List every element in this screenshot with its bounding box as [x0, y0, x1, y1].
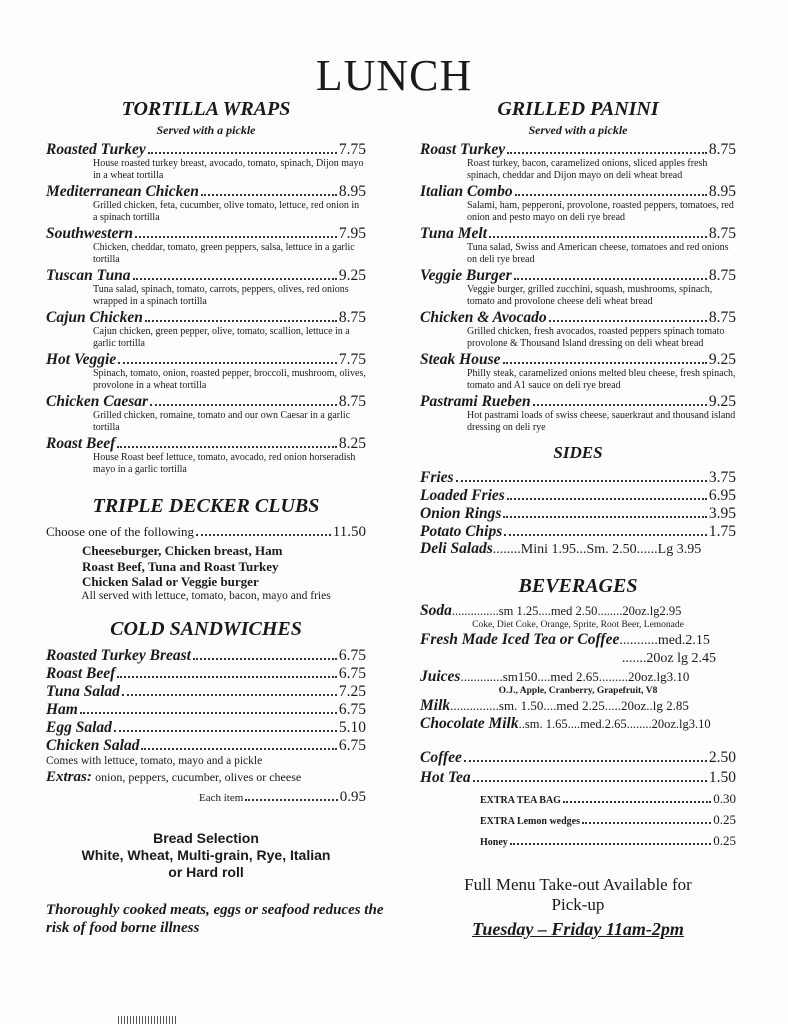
- hot-tea-price: 1.50: [708, 769, 736, 786]
- deli-salads-name: Deli Salads: [420, 540, 493, 557]
- leader-dots: [515, 194, 707, 196]
- leader-dots: [507, 152, 707, 154]
- coffee-name: Coffee: [420, 749, 462, 766]
- menu-item-name: Tuna Salad: [46, 682, 120, 700]
- leader-dots: [150, 404, 337, 406]
- iced-tea-large-row: [420, 650, 736, 668]
- menu-item-description: Veggie burger, grilled zucchini, squash, mushrooms, spinach, tomato and provolone cheese deli wheat bread: [467, 284, 713, 307]
- soda-note: Coke, Diet Coke, Orange, Sprite, Root Beer, Lemonade: [472, 620, 684, 630]
- menu-item-price: 8.25: [338, 435, 366, 452]
- panini-list: [420, 141, 736, 433]
- leader-dots: [201, 194, 337, 196]
- each-item-label: Each item: [199, 791, 244, 804]
- menu-item-price: 7.75: [338, 351, 366, 368]
- menu-item-description: Tuna salad, spinach, tomato, carrots, peppers, olives, red onions wrapped in a spinach tortilla: [93, 284, 349, 307]
- cold-heading: COLD SANDWICHES: [110, 617, 302, 640]
- chocolate-milk-row: [420, 715, 736, 733]
- menu-item: [420, 393, 736, 410]
- menu-item-name: Tuscan Tuna: [46, 267, 131, 284]
- menu-item-price: 8.75: [708, 225, 736, 242]
- menu-item: [46, 737, 366, 754]
- menu-item-price: 9.25: [708, 393, 736, 410]
- tea-extra-price: 0.25: [713, 812, 736, 827]
- juices-row: [420, 668, 736, 686]
- panini-heading: GRILLED PANINI: [497, 98, 659, 120]
- bread-selection: [46, 830, 366, 881]
- leader-dots: [117, 676, 337, 678]
- extras-label: Extras:: [46, 768, 92, 785]
- menu-item-description: Philly steak, caramelized onions melted bleu cheese, fresh spinach, tomato and A1 sauce on deli rye bread: [467, 368, 736, 391]
- menu-item: [420, 183, 736, 200]
- juices-name: Juices: [420, 668, 461, 685]
- beverages-heading: BEVERAGES: [518, 575, 638, 597]
- menu-item: [46, 183, 366, 200]
- menu-item-price: 7.75: [338, 141, 366, 158]
- coffee-row: [420, 749, 736, 766]
- menu-item: [46, 701, 366, 718]
- leader-dots: [549, 320, 707, 322]
- clubs-price: 11.50: [332, 524, 366, 540]
- menu-item-description: Hot pastrami loads of swiss cheese, sauerkraut and thousand island dressing on deli rye: [467, 410, 736, 433]
- each-item-row: [46, 789, 366, 806]
- leader-dots: [510, 843, 711, 845]
- menu-item-name: Italian Combo: [420, 183, 513, 200]
- menu-item-price: 9.25: [338, 267, 366, 284]
- leader-dots: [193, 658, 337, 660]
- leader-dots: [245, 799, 337, 801]
- left-column: [46, 98, 384, 937]
- wraps-heading: TORTILLA WRAPS: [121, 98, 291, 120]
- cold-extras-row: [46, 769, 366, 785]
- menu-item-price: 7.95: [338, 225, 366, 242]
- takeout-notice: [420, 875, 736, 915]
- sides-list: [420, 469, 736, 540]
- menu-item-price: 7.25: [338, 682, 366, 700]
- leader-dots: [563, 801, 711, 803]
- menu-item: [420, 469, 736, 486]
- menu-item-price: 1.75: [708, 523, 736, 540]
- leader-dots: [503, 362, 707, 364]
- hot-tea-row: [420, 769, 736, 786]
- menu-item: [420, 309, 736, 326]
- menu-item-description: Grilled chicken, fresh avocados, roasted peppers spinach tomato provolone & Thousand Island dressing on deli wheat bread: [467, 326, 725, 349]
- menu-item-name: Chicken Salad: [46, 736, 140, 754]
- milk-row: [420, 697, 736, 715]
- leader-dots: [145, 320, 337, 322]
- chocolate-milk-name: Chocolate Milk: [420, 715, 519, 732]
- juices-note: O.J., Apple, Cranberry, Grapefruit, V8: [498, 686, 658, 696]
- clubs-options: [46, 543, 366, 590]
- leader-dots: [80, 712, 337, 714]
- soda-row: [420, 602, 736, 620]
- iced-tea-large-price: .......20oz lg 2.45: [621, 651, 716, 666]
- menu-item-price: 8.95: [708, 183, 736, 200]
- menu-item-name: Steak House: [420, 351, 501, 368]
- deli-salads-row: [420, 540, 736, 559]
- menu-item: [46, 683, 366, 700]
- leader-dots: [489, 236, 707, 238]
- menu-item-name: Potato Chips: [420, 523, 503, 540]
- leader-dots: [148, 152, 337, 154]
- menu-item-price: 8.95: [338, 183, 366, 200]
- menu-item-name: Onion Rings: [420, 505, 502, 522]
- menu-item-description: Roast turkey, bacon, caramelized onions, sliced apples fresh spinach, cheddar and Dijon mayo on deli wheat bread: [467, 158, 708, 181]
- food-safety-warning: Thoroughly cooked meats, eggs or seafood reduces the risk of food borne illness: [46, 901, 384, 936]
- menu-item-name: Roasted Turkey Breast: [46, 646, 191, 664]
- leader-dots: [122, 694, 337, 696]
- leader-dots: [114, 730, 337, 732]
- menu-item: [420, 141, 736, 158]
- menu-item: [420, 225, 736, 242]
- tea-extra-row: [420, 832, 736, 851]
- iced-tea-prices: ...........med.2.15: [619, 633, 710, 648]
- deli-salads-prices: ........Mini 1.95...Sm. 2.50......Lg 3.95: [492, 542, 702, 557]
- menu-item: [46, 141, 366, 158]
- menu-item-name: Roast Beef: [46, 435, 116, 452]
- menu-item: [420, 351, 736, 368]
- leader-dots: [456, 480, 707, 482]
- clubs-option-line: Cheeseburger, Chicken breast, Ham: [82, 543, 283, 558]
- takeout-line: Full Menu Take-out Available for: [464, 875, 692, 894]
- menu-item-name: Tuna Melt: [420, 225, 488, 242]
- menu-item: [420, 505, 736, 522]
- bread-heading: Bread Selection: [153, 829, 259, 846]
- menu-item-description: Grilled chicken, romaine, tomato and our own Caesar in a garlic tortilla: [93, 410, 351, 433]
- menu-item-name: Egg Salad: [46, 718, 112, 736]
- coffee-price: 2.50: [708, 749, 736, 766]
- leader-dots: [135, 236, 337, 238]
- leader-dots: [473, 780, 707, 782]
- hot-tea-name: Hot Tea: [420, 769, 471, 786]
- menu-item-name: Cajun Chicken: [46, 309, 143, 326]
- iced-tea-name: Fresh Made Iced Tea or Coffee: [420, 631, 620, 648]
- menu-item-price: 6.75: [338, 664, 366, 682]
- iced-tea-row: [420, 631, 736, 650]
- leader-dots: [464, 760, 707, 762]
- menu-item-price: 6.75: [338, 736, 366, 754]
- tea-extra-name: Honey: [480, 837, 508, 848]
- menu-item: [46, 647, 366, 664]
- menu-item-price: 3.75: [708, 469, 736, 486]
- clubs-option-line: Roast Beef, Tuna and Roast Turkey: [82, 558, 279, 574]
- right-column: [420, 98, 736, 940]
- bread-line: White, Wheat, Multi-grain, Rye, Italian: [81, 846, 331, 863]
- menu-item-name: Roast Turkey: [420, 141, 506, 158]
- panini-subtitle: Served with a pickle: [528, 123, 628, 137]
- menu-item-name: Hot Veggie: [46, 351, 117, 368]
- menu-item-name: Mediterranean Chicken: [46, 183, 199, 200]
- menu-item-price: 8.75: [708, 309, 736, 326]
- menu-item: [46, 267, 366, 284]
- menu-item-name: Roasted Turkey: [46, 141, 146, 158]
- menu-item: [46, 665, 366, 682]
- clubs-choose-row: [46, 524, 366, 541]
- menu-item-description: Chicken, cheddar, tomato, green peppers, salsa, lettuce in a garlic tortilla: [93, 242, 355, 265]
- leader-dots: [133, 278, 337, 280]
- leader-dots: [503, 516, 706, 518]
- menu-item-name: Chicken Caesar: [46, 393, 149, 410]
- page-title: LUNCH: [315, 51, 473, 100]
- menu-item-description: House roasted turkey breast, avocado, tomato, spinach, Dijon mayo in a wheat tortilla: [93, 158, 364, 181]
- menu-item-description: House Roast beef lettuce, tomato, avocado, red onion horseradish mayo in a garlic tortilla: [93, 452, 356, 475]
- menu-item: [46, 225, 366, 242]
- hours: Tuesday – Friday 11am-2pm: [472, 919, 684, 939]
- soda-name: Soda: [420, 602, 452, 619]
- menu-item-name: Chicken & Avocado: [420, 309, 547, 326]
- bread-line: or Hard roll: [168, 863, 244, 880]
- wraps-subtitle: Served with a pickle: [156, 123, 256, 137]
- tea-extra-row: [420, 790, 736, 809]
- leader-dots: [507, 498, 707, 500]
- tea-extras-list: [420, 790, 736, 851]
- menu-item-price: 8.75: [338, 393, 366, 410]
- menu-item: [46, 393, 366, 410]
- leader-dots: [504, 534, 707, 536]
- clubs-note: All served with lettuce, tomato, bacon, mayo and fries: [81, 589, 331, 602]
- menu-item-price: 5.10: [338, 718, 366, 736]
- menu-item: [46, 719, 366, 736]
- scan-barcode-mark: [118, 1016, 178, 1024]
- wraps-list: [46, 141, 366, 475]
- takeout-line: Pick-up: [551, 895, 605, 914]
- menu-item: [46, 351, 366, 368]
- menu-item-price: 9.25: [708, 351, 736, 368]
- extras-text: onion, peppers, cucumber, olives or cheese: [95, 769, 302, 784]
- menu-item-description: Tuna salad, Swiss and American cheese, tomatoes and red onions on deli rye bread: [467, 242, 729, 265]
- clubs-heading: TRIPLE DECKER CLUBS: [92, 495, 320, 517]
- cold-list: [46, 647, 366, 754]
- soda-prices: ...............sm 1.25....med 2.50........20oz.lg2.95: [451, 604, 682, 618]
- sides-heading: SIDES: [553, 443, 603, 462]
- menu-item-name: Ham: [46, 700, 78, 718]
- tea-extra-row: [420, 811, 736, 830]
- milk-name: Milk: [420, 697, 451, 714]
- milk-prices: ...............sm. 1.50....med 2.25.....20oz..lg 2.85: [450, 698, 689, 713]
- menu-item: [46, 435, 366, 452]
- menu-item-name: Southwestern: [46, 225, 134, 242]
- menu-item-price: 6.75: [338, 700, 366, 718]
- menu-item-price: 8.75: [338, 309, 366, 326]
- juices-prices: .............sm150....med 2.65.........20oz.lg3.10: [460, 669, 690, 684]
- menu-item-name: Veggie Burger: [420, 267, 512, 284]
- menu-item-description: Cajun chicken, green pepper, olive, tomato, scallion, lettuce in a garlic tortilla: [93, 326, 350, 349]
- leader-dots: [117, 446, 337, 448]
- tea-extra-name: EXTRA Lemon wedges: [480, 816, 581, 827]
- menu-item-name: Roast Beef: [46, 664, 116, 682]
- chocolate-milk-prices: ..sm. 1.65....med.2.65........20oz.lg3.10: [518, 717, 711, 731]
- leader-dots: [141, 748, 336, 750]
- menu-item-description: Spinach, tomato, onion, roasted pepper, broccoli, mushroom, olives, provolone in a wheat tortilla: [93, 368, 366, 391]
- menu-item-name: Fries: [420, 469, 454, 486]
- menu-item-description: Salami, ham, pepperoni, provolone, roasted peppers, tomatoes, red onion and pesto mayo on deli rye bread: [467, 200, 734, 223]
- leader-dots: [582, 822, 711, 824]
- leader-dots: [196, 534, 331, 536]
- cold-comes-with: Comes with lettuce, tomato, mayo and a pickle: [46, 754, 263, 767]
- tea-extra-name: EXTRA TEA BAG: [480, 795, 561, 806]
- tea-extra-price: 0.30: [713, 791, 736, 806]
- tea-extra-price: 0.25: [713, 833, 736, 848]
- clubs-choose-text: Choose one of the following: [46, 524, 195, 539]
- menu-item-price: 6.95: [708, 487, 736, 504]
- menu-item: [420, 487, 736, 504]
- menu-item-price: 6.75: [338, 646, 366, 664]
- menu-item: [420, 267, 736, 284]
- leader-dots: [514, 278, 707, 280]
- menu-item-price: 8.75: [708, 141, 736, 158]
- menu-item-name: Pastrami Rueben: [420, 393, 531, 410]
- menu-item-price: 8.75: [708, 267, 736, 284]
- menu-item-price: 3.95: [708, 505, 736, 522]
- each-item-price: 0.95: [339, 788, 366, 805]
- leader-dots: [533, 404, 707, 406]
- menu-item-name: Loaded Fries: [420, 487, 505, 504]
- clubs-option-line: Chicken Salad or Veggie burger: [82, 574, 259, 589]
- menu-item-description: Grilled chicken, feta, cucumber, olive tomato, lettuce, red onion in a spinach tortilla: [93, 200, 360, 223]
- menu-item: [46, 309, 366, 326]
- menu-item: [420, 523, 736, 540]
- leader-dots: [118, 362, 337, 364]
